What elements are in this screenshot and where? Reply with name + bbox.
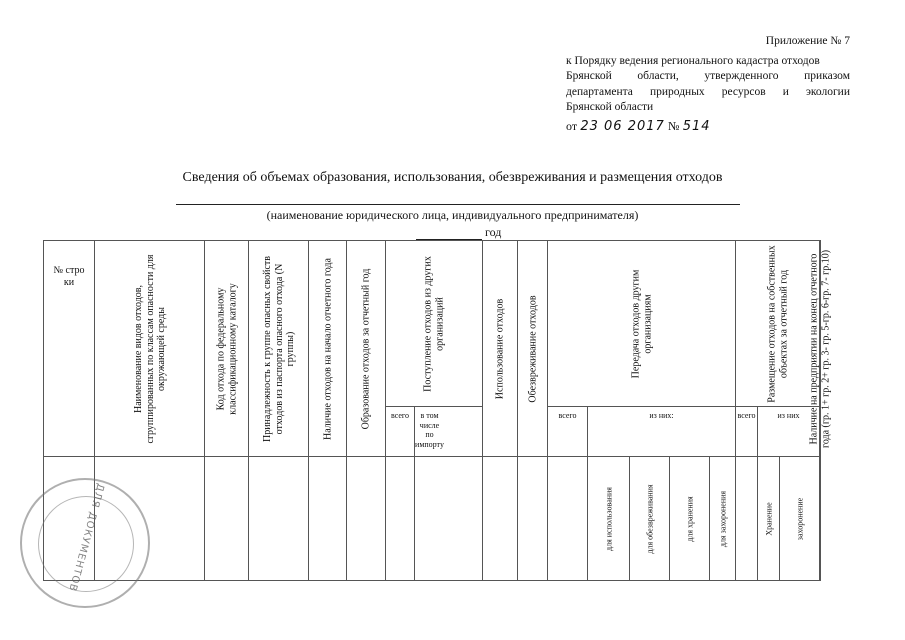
order-reference — [566, 118, 711, 134]
header-cell-start-balance — [309, 241, 347, 457]
header-cell-received — [386, 241, 483, 407]
sub-transfer-total-text: всего — [558, 411, 577, 420]
header-cell-waste-name — [95, 241, 205, 457]
placement-burial-text: захоронение — [794, 497, 804, 540]
body-cell-waste-name — [95, 457, 205, 581]
header-placement-text: Размещение отходов на собственных объектах за отчетный год — [766, 244, 789, 403]
appendix-line-1: к Порядку ведения регионального кадастра отходов — [566, 54, 820, 67]
body-cell-hazard-group — [249, 457, 309, 581]
order-prefix: от — [566, 119, 578, 133]
stamp-text: ДЛЯ ДОКУМЕНТОВ — [66, 482, 106, 593]
sub-cell-transfer-of-which — [588, 407, 736, 457]
body-cell-placement-burial — [780, 457, 820, 581]
header-waste-name-text: Наименование видов отходов, сгруппированных по классам опасности для окружающей среды — [132, 254, 167, 443]
transfer-neutral-text: для обезвреживания — [644, 483, 654, 554]
sub-cell-transfer-total — [548, 407, 588, 457]
header-cell-transfer — [548, 241, 736, 407]
header-cell-end-balance — [808, 241, 831, 457]
header-formed-text: Образование отходов за отчетный год — [360, 268, 372, 429]
body-cell-transfer-burial — [710, 457, 736, 581]
header-received-text: Поступление отходов из других организаций — [422, 255, 445, 392]
header-end-balance-text: Наличие на предприятии на конец отчетного года (гр. 1+ гр. 2+ гр. 3- гр. 5-гр. 6-гр. 7- гр.10) — [808, 249, 831, 448]
appendix-line-4: Брянской области — [566, 101, 654, 113]
body-cell-used — [483, 457, 518, 581]
year-field — [416, 225, 501, 240]
header-cell-row-number — [44, 241, 95, 457]
waste-report-table — [43, 240, 831, 581]
appendix-line-2: Брянской области, утвержденного приказом — [566, 70, 850, 82]
order-date: 23 06 2017 — [580, 119, 665, 134]
header-cell-placement — [736, 241, 820, 407]
header-cell-neutralized — [518, 241, 548, 457]
sub-placement-of-which-text: из них — [777, 411, 800, 420]
header-row-number-text: № стро ки — [53, 265, 85, 288]
sub-received-import-text: в том числе по импорту — [415, 411, 444, 449]
body-cell-transfer-use — [588, 457, 630, 581]
sub-received-total-text: всего — [390, 411, 409, 420]
header-cell-waste-code — [205, 241, 249, 457]
header-waste-code-text: Код отхода по федеральному классификационному каталогу — [215, 282, 238, 415]
transfer-burial-text: для захоронения — [717, 490, 727, 547]
appendix-title: Приложение № 7 — [765, 35, 850, 47]
body-cell-end-balance — [820, 457, 821, 581]
sub-cell-placement-total — [736, 407, 758, 457]
document-heading: Сведения об объемах образования, использования, обезвреживания и размещения отходов — [182, 170, 723, 185]
body-cell-row-number — [44, 457, 95, 581]
transfer-storage-text: для хранения — [684, 495, 694, 542]
body-cell-transfer-total — [548, 457, 588, 581]
header-hazard-group-text: Принадлежность к группе опасных свойств отходов из паспорта опасного отхода (N группы) — [261, 255, 296, 442]
header-neutralized-text: Обезвреживание отходов — [526, 294, 538, 403]
body-cell-transfer-neutral — [630, 457, 670, 581]
year-label: год — [485, 225, 502, 239]
body-cell-start-balance — [309, 457, 347, 581]
sub-transfer-of-which-text: из них: — [649, 411, 674, 420]
header-start-balance-text: Наличие отходов на начало отчетного года — [321, 257, 333, 440]
appendix-block — [566, 34, 850, 116]
sub-placement-total-text: всего — [737, 411, 756, 420]
body-cell-received-total — [386, 457, 415, 581]
body-cell-formed — [347, 457, 386, 581]
year-blank — [416, 229, 482, 240]
header-transfer-text: Передача отходов другим организациям — [630, 269, 653, 378]
order-number-label: № — [668, 119, 680, 133]
body-cell-placement-total — [736, 457, 758, 581]
body-cell-received-import — [415, 457, 483, 581]
transfer-use-text: для использования — [603, 486, 613, 551]
header-cell-used — [483, 241, 518, 457]
header-cell-formed — [347, 241, 386, 457]
sub-cell-received-total — [386, 407, 415, 457]
body-cell-placement-storage — [758, 457, 780, 581]
entity-caption: (наименование юридического лица, индивидуального предпринимателя) — [266, 208, 639, 222]
order-number: 514 — [682, 119, 711, 134]
appendix-line-3: департамента природных ресурсов и экологии — [566, 85, 850, 98]
body-cell-neutralized — [518, 457, 548, 581]
entity-name-line — [176, 204, 740, 205]
body-cell-transfer-storage — [670, 457, 710, 581]
sub-cell-placement-of-which — [758, 407, 820, 457]
header-used-text: Использование отходов — [494, 298, 506, 399]
header-cell-hazard-group — [249, 241, 309, 457]
body-cell-waste-code — [205, 457, 249, 581]
sub-cell-received-import — [415, 407, 483, 457]
placement-storage-text: Хранение — [763, 501, 773, 536]
